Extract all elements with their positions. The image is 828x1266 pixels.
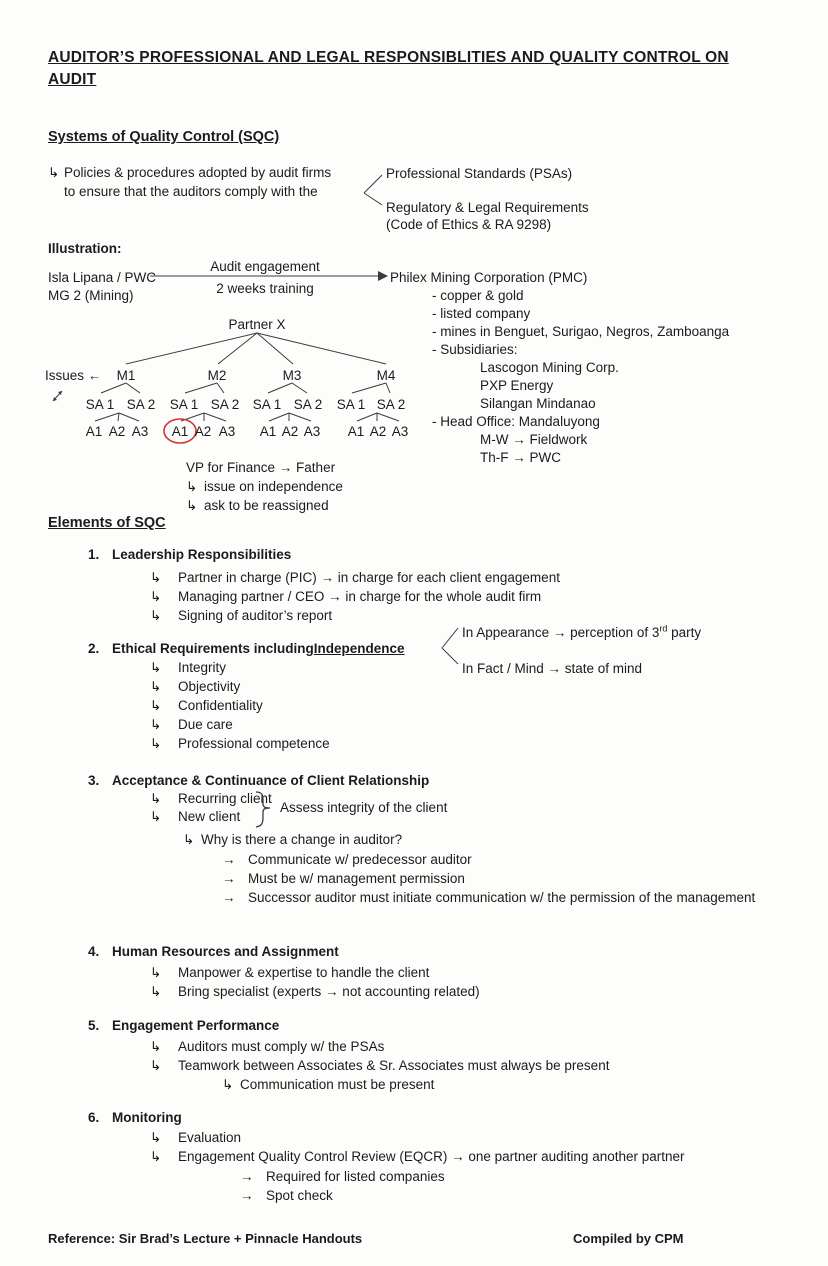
section-title: Leadership Responsibilities (112, 547, 292, 562)
sub-item-row (48, 1167, 685, 1186)
brace (254, 791, 274, 829)
list-item: Engagement Quality Control Review (EQCR) → one partner auditing another partner (178, 1149, 685, 1164)
question-text: Why is there a change in auditor? (201, 832, 403, 847)
branch-glyph: ↳ (186, 479, 198, 494)
sub-item-row (48, 1075, 609, 1094)
superscript: rd (659, 623, 668, 634)
branch-glyph: ↳ (150, 660, 162, 675)
tree-sa: SA 1 (85, 397, 115, 412)
tree-manager: M1 (116, 368, 136, 383)
list-item: Successor auditor must initiate communication w/ the permission of the management (248, 890, 756, 905)
note-line2: ↳ issue on independence (186, 479, 343, 494)
list-item: Recurring client (178, 791, 272, 806)
section-title: Ethical Requirements including (112, 641, 314, 656)
section-monitoring (48, 1107, 685, 1205)
branch-glyph: ↳ (150, 570, 162, 585)
branch-glyph: ↳ (150, 679, 162, 694)
tree-associate: A3 (218, 424, 236, 439)
list-item: Due care (178, 717, 233, 732)
tree-associate: A1 (259, 424, 277, 439)
tree-associate: A2 (369, 424, 387, 439)
branch-glyph: ↳ (150, 809, 162, 824)
fork-lines (362, 168, 384, 214)
branch-glyph: ↳ (150, 698, 162, 713)
sqc-branch-bottom2: (Code of Ethics & RA 9298) (386, 217, 552, 232)
client-subsidiary: Lascogon Mining Corp. (480, 360, 619, 375)
section-number: 4. (88, 944, 100, 959)
client-detail: - Head Office: Mandaluyong (432, 414, 600, 429)
list-item: Partner in charge (PIC) → in charge for each client engagement (178, 570, 560, 585)
tree-associate: A3 (303, 424, 321, 439)
section-acceptance (48, 770, 808, 930)
client-detail: - copper & gold (432, 288, 524, 303)
tree-associate: A3 (131, 424, 149, 439)
note-line1: VP for Finance → Father (186, 460, 336, 475)
section-human-resources (48, 941, 480, 1001)
firm-name: Isla Lipana / PWC (48, 270, 157, 285)
client-details (432, 287, 729, 467)
section-leadership (48, 544, 560, 625)
sub-item-row (48, 1186, 685, 1205)
tree-associate-highlighted: A1 (171, 424, 189, 439)
branch-glyph: ↳ (150, 1058, 162, 1073)
tree-sa: SA 2 (210, 397, 240, 412)
sub-item: Communication must be present (240, 1077, 435, 1092)
fork-top-text: In Appearance → perception of 3rd party (462, 623, 702, 640)
branch-glyph: ↳ (150, 1130, 162, 1145)
branch-glyph: ↳ (150, 1149, 162, 1164)
swap-arrows-icon (50, 388, 66, 404)
tree-associate: A2 (194, 424, 212, 439)
tree-manager: M3 (282, 368, 302, 383)
client-detail: - listed company (432, 306, 531, 321)
arrow-label-bottom: 2 weeks training (216, 281, 314, 296)
list-item: Communicate w/ predecessor auditor (248, 852, 472, 867)
fork-lines (440, 622, 460, 668)
footer-compiled-by: Compiled by CPM (573, 1231, 684, 1246)
tree-associate: A2 (108, 424, 126, 439)
list-item: Integrity (178, 660, 227, 675)
tree-partner: Partner X (228, 317, 286, 332)
branch-glyph: ↳ (150, 984, 162, 999)
branch-glyph: ↳ (150, 608, 162, 623)
firm-group: MG 2 (Mining) (48, 288, 134, 303)
sqc-intro-line2: to ensure that the auditors comply with the (64, 184, 318, 199)
tree-sa: SA 2 (293, 397, 323, 412)
sqc-branch-bottom1: Regulatory & Legal Requirements (386, 200, 589, 215)
tree-sa: SA 1 (169, 397, 199, 412)
client-schedule: M-W → Fieldwork (480, 432, 588, 447)
independence-note (186, 458, 343, 515)
section-number: 3. (88, 773, 100, 788)
illustration-heading: Illustration: (48, 241, 122, 256)
tree-associate: A1 (85, 424, 103, 439)
arrow-glyph: → (240, 1188, 254, 1203)
client-subsidiary: Silangan Mindanao (480, 396, 596, 411)
sqc-branch-top: Professional Standards (PSAs) (386, 166, 573, 181)
section-engagement-performance (48, 1015, 609, 1094)
list-item: Auditors must comply w/ the PSAs (178, 1039, 385, 1054)
section-title: Engagement Performance (112, 1018, 280, 1033)
branch-glyph: ↳ (150, 1039, 162, 1054)
tree-sa: SA 2 (126, 397, 156, 412)
arrowhead (378, 271, 388, 281)
tree-associate: A2 (281, 424, 299, 439)
list-item: Teamwork between Associates & Sr. Associates must always be present (178, 1058, 610, 1073)
branch-glyph: ↳ (150, 791, 162, 806)
client-detail: - mines in Benguet, Surigao, Negros, Zamboanga (432, 324, 730, 339)
section-title: Acceptance & Continuance of Client Relationship (112, 773, 430, 788)
branch-glyph: ↳ (48, 165, 60, 180)
sqc-intro-line1-text: Policies & procedures adopted by audit firms (64, 165, 332, 180)
sqc-heading: Systems of Quality Control (SQC) (48, 129, 280, 145)
client-schedule: Th-F → PWC (480, 450, 561, 465)
illustration-diagram (45, 256, 808, 513)
arrow-glyph: → (222, 871, 236, 886)
branch-glyph: ↳ (150, 965, 162, 980)
arrow-glyph: → (222, 890, 236, 905)
section-title: Monitoring (112, 1110, 182, 1125)
brace-note: Assess integrity of the client (280, 800, 448, 815)
elements-heading: Elements of SQC (48, 515, 166, 531)
section-title-row (88, 640, 405, 657)
section-title: Human Resources and Assignment (112, 944, 339, 959)
sqc-intro-diagram (48, 162, 780, 240)
list-item: Confidentiality (178, 698, 263, 713)
list-item: Must be w/ management permission (248, 871, 465, 886)
branch-glyph: ↳ (150, 589, 162, 604)
section-number: 6. (88, 1110, 100, 1125)
tree-associate: A1 (347, 424, 365, 439)
branch-glyph: ↳ (186, 498, 198, 513)
client-subsidiary: PXP Energy (480, 378, 554, 393)
list-item: Professional competence (178, 736, 330, 751)
issues-label: Issues ← (45, 368, 102, 383)
section-title-row (88, 772, 429, 789)
branch-glyph: ↳ (183, 832, 195, 847)
client-name: Philex Mining Corporation (PMC) (390, 270, 588, 285)
auditor-change-steps (222, 850, 755, 907)
tree-associate: A3 (391, 424, 409, 439)
client-detail: - Subsidiaries: (432, 342, 518, 357)
sqc-intro-line1 (48, 164, 331, 181)
branch-glyph: ↳ (150, 717, 162, 732)
footer-reference: Reference: Sir Brad’s Lecture + Pinnacle Handouts (48, 1231, 363, 1246)
list-item: Signing of auditor’s report (178, 608, 333, 623)
section-title-underlined: Independence (313, 641, 405, 656)
list-item: Managing partner / CEO → in charge for the whole audit firm (178, 589, 542, 604)
list-item: Evaluation (178, 1130, 242, 1145)
tree-manager: M2 (207, 368, 227, 383)
list-item: New client (178, 809, 241, 824)
section-number: 2. (88, 641, 100, 656)
tree-sa: SA 1 (336, 397, 366, 412)
page-title-line1: AUDITOR’S PROFESSIONAL AND LEGAL RESPONSIBLITIES AND QUALITY CONTROL ON (48, 49, 729, 66)
fork-bottom-text: In Fact / Mind → state of mind (462, 661, 643, 676)
arrow-glyph: → (222, 852, 236, 867)
sub-item: Spot check (266, 1188, 333, 1203)
note-line3: ↳ ask to be reassigned (186, 498, 329, 513)
arrow-glyph: → (240, 1169, 254, 1184)
page-title (48, 47, 768, 90)
list-item: Manpower & expertise to handle the client (178, 965, 430, 980)
section-number: 5. (88, 1018, 100, 1033)
branch-glyph: ↳ (222, 1077, 234, 1092)
question-row (183, 831, 402, 848)
tree-sa: SA 2 (376, 397, 406, 412)
list-item: Objectivity (178, 679, 241, 694)
branch-glyph: ↳ (150, 736, 162, 751)
list-item: Bring specialist (experts → not accounting related) (178, 984, 480, 999)
tree-sa: SA 1 (252, 397, 282, 412)
arrow-label-top: Audit engagement (210, 259, 320, 274)
section-number: 1. (88, 547, 100, 562)
tree-manager: M4 (376, 368, 396, 383)
section-ethics (48, 620, 808, 754)
page-title-line2: AUDIT (48, 70, 97, 88)
ethics-items (150, 658, 330, 753)
sub-item: Required for listed companies (266, 1169, 445, 1184)
